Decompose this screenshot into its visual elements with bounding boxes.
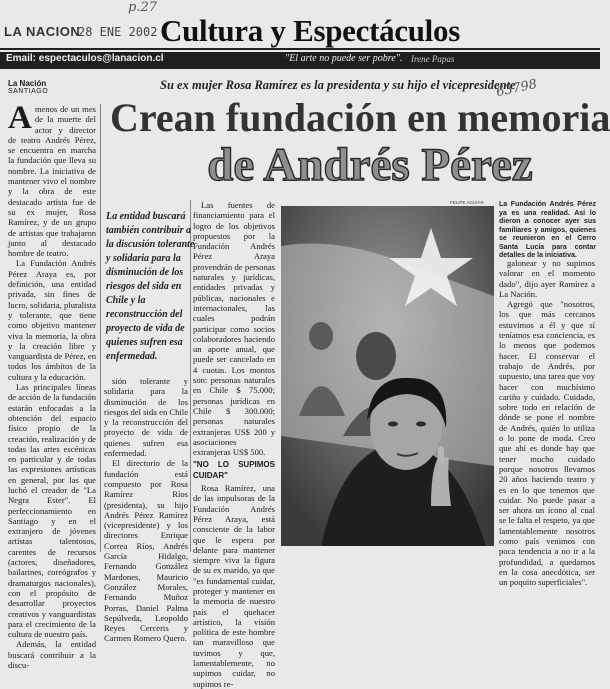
epigraph-author: Irene Papas bbox=[411, 54, 455, 64]
issue-date: 28 ENE 2002 bbox=[78, 25, 158, 39]
handwritten-archive-number: 63798 bbox=[494, 76, 539, 101]
section-email: Email: espectaculos@lanacion.cl bbox=[6, 53, 164, 64]
body-paragraph: galonear y no supimos valorar en el momento dado", dijo ayer Ramírez a La Nación. bbox=[499, 258, 595, 299]
body-paragraph: El directorio de la fundación está compuesto por Rosa Ramírez Ríos (presidenta), su hijo Andrés Pérez Ramírez (vicepresidente) y los directores Enrique Correa Ríos, Andrés García Hidalgo, Fernando González Mardones, Mauricio González Morales, Fernando Muñoz Porras, Daniel Palma Sepúlveda, Leopoldo Reyes Cerceris y Carmen Romero Quero. bbox=[104, 458, 188, 644]
body-paragraph: Las fuentes de financiamiento para el logro de los objetivos propuestos por la Fundación Andrés Pérez Araya provendrán de personas naturales y jurídicas, entidades privadas y públicas, nacionales e internacionales, las cuales podrán participar como socios colaboradores haciendo un aporte anual, que puede ser cancelado en 4 cuotas. Los montos son: personas naturales en Chile $ 75.000; personas jurídicas en Chile $ 300.000; personas naturales extranjeras US$ 200 y asociaciones extranjeras US$ 500. bbox=[193, 200, 275, 458]
pull-quote: La entidad buscará también contribuir a la discusión tolerante y solidaria para la disminución de los riesgos del sida en Chile y la reconstrucción del proyecto de vida de quienes sufren esa enfermedad. bbox=[106, 211, 195, 362]
epigraph-quote: "El arte no puede ser pobre". bbox=[285, 53, 403, 64]
headline-line-2: de Andrés Pérez bbox=[207, 139, 533, 191]
body-paragraph: Las principales líneas de acción de la fundación estarán enfocadas a la obtención del espacio físico propio de la creación, realización y de todas las artes escénicas en particular y de todas las expresiones artísticas en general, por las que luchó el creador de "La Negra Ester". El perfeccionamiento en Santiago y en el extranjero de jóvenes artistas talentosos, carentes de recursos (actores, diseñadores, bailarines, coreógrafos y dramaturgos nacionales), con el propósito de desarrollar proyectos creativos y vanguardistas para el crecimiento de la cultura de nuestro país. bbox=[8, 382, 96, 640]
column-rule bbox=[100, 104, 101, 552]
photo-illustration bbox=[281, 206, 494, 546]
drop-cap: A bbox=[8, 100, 32, 136]
article-kicker: Su ex mujer Rosa Ramírez es la presidenta y su hijo el vicepresidente bbox=[160, 78, 516, 92]
headline-line-1: Crean fundación en memoria bbox=[110, 95, 610, 140]
byline-city: SANTIAGO bbox=[8, 88, 49, 95]
byline-name: La Nación bbox=[8, 79, 47, 88]
article-photo bbox=[281, 206, 494, 546]
masthead-rule bbox=[0, 48, 600, 50]
body-paragraph: Agregó que "nosotros, los que más cercanos estuvimos a él y que sí teníamos esa conciencia, es lo menos que podemos hacer. El conservar el trabajo de Andrés, por supuesto, una tarea que voy hacer con muchísimo cariño y cuidado. Cuidado, sobre todo en relación de dónde se pone el nombre de Andrés, quién lo utiliza o lo pone de moda. Creo que ahí es donde hay que tener mucho cuidado porque nosotros llevamos 20 años haciendo teatro y es en lo que tenemos que cuidar. No puede pasar a ser ahora un ícono al cual se le falta el respeto, ya que lamentablemente nosotros como país venimos con poca tendencia a no ir a la profundidad, a quedarnos en la cosa anecdótica, ser un poquito superficiales". bbox=[499, 299, 595, 588]
body-paragraph: Rosa Ramírez, una de las impulsoras de la Fundación Andrés Pérez Araya, está consciente de la labor que le espera por delante para mantener siempre viva la figura de su ex marido, ya que "es fundamental cuidar, proteger y mantener en la memoria de nuestro país el quehacer artístico, la visión política de este hombre tan maravilloso que tuvimos y que, lamentablemente, no supimos cuidar, no supimos re- bbox=[193, 483, 275, 689]
article-column-3 bbox=[193, 200, 275, 689]
article-column-5 bbox=[499, 258, 595, 588]
article-column-1 bbox=[8, 100, 96, 671]
article-subhead: "NO LO SUPIMOS CUIDAR" bbox=[193, 460, 275, 480]
photo-credit: FELIPE AGUIAR bbox=[450, 200, 484, 205]
body-paragraph: sión tolerante y solidaria para la disminución de los riesgos del sida en Chile y la reconstrucción del proyecto de vida de quienes sufren esa enfermedad. bbox=[104, 376, 189, 459]
lead-paragraph: menos de un mes de la muerte del actor y director de teatro Andrés Pérez, se encuentra en marcha la fundación que lleva su nombre. La iniciativa de mantener vivo el nombre y la obra de este destacado artista fue de su ex mujer, Rosa Ramírez, y de un grupo de artistas que trabajaron junto al destacado hombre de teatro. bbox=[8, 104, 96, 259]
handwritten-page-ref: p.27 bbox=[128, 0, 157, 15]
photo-caption: La Fundación Andrés Pérez ya es una realidad. Así lo dieron a conocer ayer sus familiares y amigos, quienes se reunieron en el Cerro Santa Lucía para contar detalles de la iniciativa. bbox=[499, 201, 596, 259]
body-paragraph: La Fundación Andrés Pérez Araya es, por definición, una entidad privada, sin fines de lucro, solidaria, pluralista y tolerante, que tiene como objetivo mantener viva la memoria, la obra y la creación libre y vanguardista de Pérez, en todos los ámbitos de la cultura y la educación. bbox=[8, 258, 96, 382]
section-title: Cultura y Espectáculos bbox=[160, 13, 460, 48]
publication-name: LA NACION bbox=[4, 24, 81, 39]
article-column-2 bbox=[104, 376, 189, 644]
body-paragraph: Además, la entidad buscará contribuir a la discu- bbox=[8, 639, 96, 671]
